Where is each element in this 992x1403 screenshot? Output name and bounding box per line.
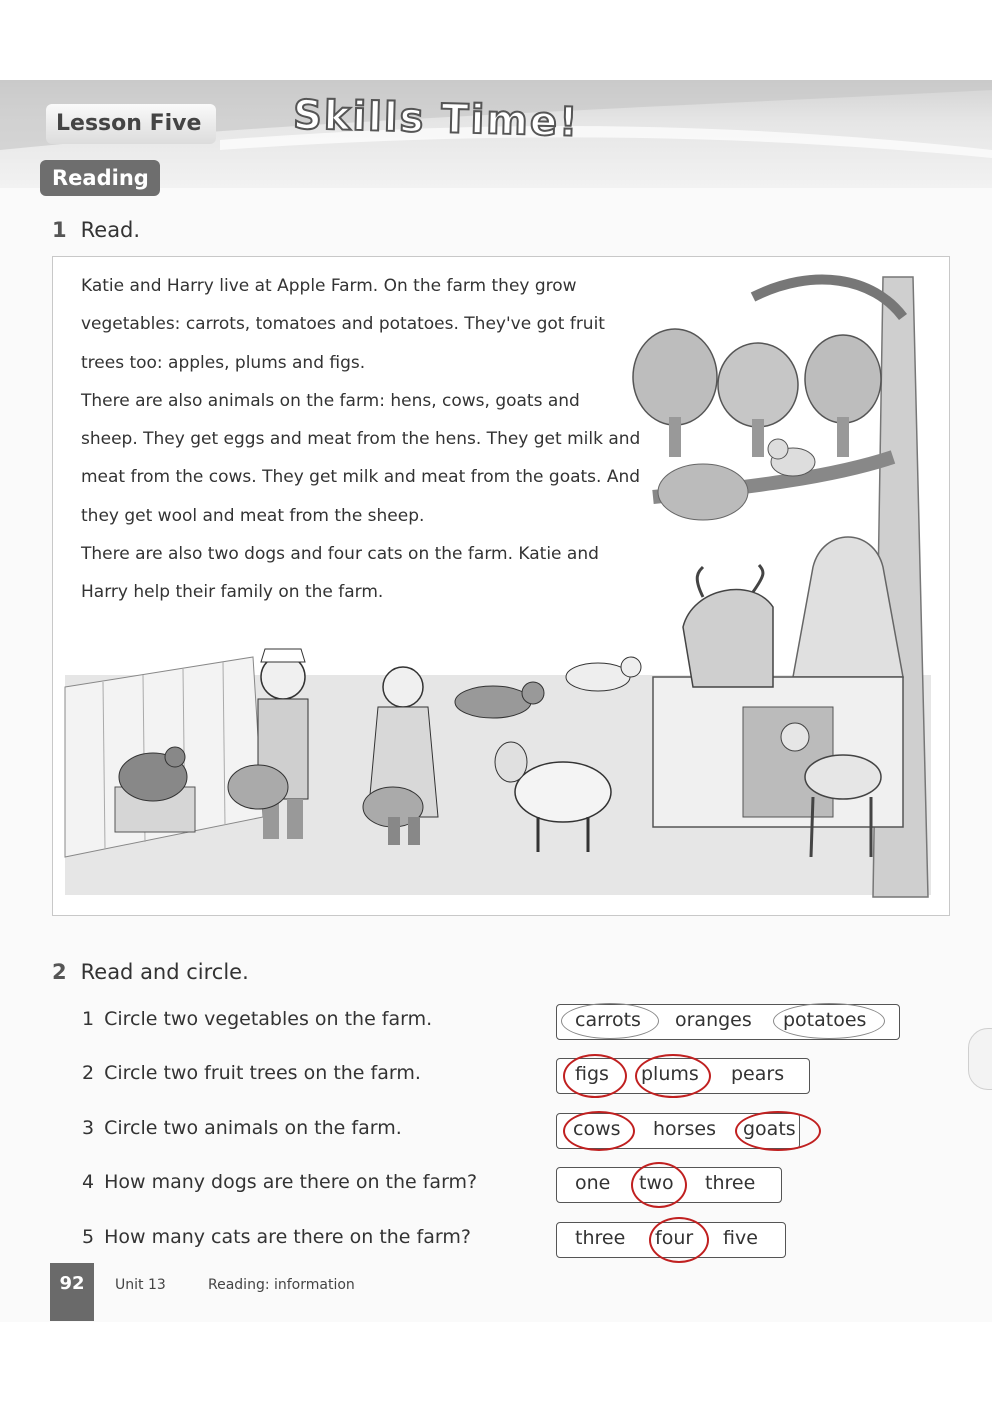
answer-options <box>556 1113 800 1149</box>
footer-unit: Unit 13 <box>115 1277 166 1293</box>
cat-icon <box>768 439 815 476</box>
footer-topic: Reading: information <box>208 1277 355 1293</box>
reading-box <box>52 256 950 916</box>
answer-option[interactable]: one <box>575 1172 611 1194</box>
answer-options <box>556 1167 782 1203</box>
answer-circle <box>631 1162 687 1208</box>
reading-tab: Reading <box>40 160 160 196</box>
question-text: 4 How many dogs are there on the farm? <box>82 1171 478 1193</box>
question-row <box>82 1058 982 1098</box>
answer-option[interactable]: three <box>705 1172 756 1194</box>
page-number: 92 <box>50 1263 94 1321</box>
answer-option[interactable]: horses <box>653 1118 716 1140</box>
answer-options <box>556 1058 810 1094</box>
passage-paragraph: There are also animals on the farm: hens, cows, goats and sheep. They get eggs and meat from the hens. They get milk and meat from the cows. They get milk and meat from the goats. And they get wool and meat from the sheep. <box>81 390 641 526</box>
answer-option[interactable]: carrots <box>575 1009 641 1031</box>
page-edge-tab <box>968 1028 992 1090</box>
workbook-page <box>0 80 992 1322</box>
answer-option[interactable]: plums <box>641 1063 699 1085</box>
question-text: 5 How many cats are there on the farm? <box>82 1226 471 1248</box>
passage-paragraph: There are also two dogs and four cats on the farm. Katie and Harry help their family on the farm. <box>81 544 599 603</box>
passage-paragraph: Katie and Harry live at Apple Farm. On the farm they grow vegetables: carrots, tomatoes and potatoes. They've got fruit trees too: apples, plums and figs. <box>81 276 605 373</box>
lesson-label: Lesson Five <box>46 104 216 144</box>
exercise-2-instruction: Read and circle. <box>80 960 249 984</box>
answer-option[interactable]: goats <box>743 1118 796 1140</box>
answer-option[interactable]: four <box>655 1227 694 1249</box>
question-text: 3 Circle two animals on the farm. <box>82 1117 402 1139</box>
answer-circle <box>649 1217 709 1263</box>
answer-option[interactable]: figs <box>575 1063 609 1085</box>
answer-circle <box>735 1111 821 1151</box>
question-row <box>82 1167 982 1207</box>
exercise-1-number: 1 <box>52 218 67 242</box>
answer-option[interactable]: five <box>723 1227 758 1249</box>
exercise-2-heading <box>52 960 249 984</box>
answer-option[interactable]: cows <box>573 1118 621 1140</box>
exercise-1-heading <box>52 218 140 242</box>
reading-passage <box>81 267 641 612</box>
answer-option[interactable]: pears <box>731 1063 785 1085</box>
answer-option[interactable]: oranges <box>675 1009 752 1031</box>
exercise-1-instruction: Read. <box>80 218 141 242</box>
answer-options <box>556 1004 900 1040</box>
exercise-2-number: 2 <box>52 960 67 984</box>
answer-option[interactable]: three <box>575 1227 626 1249</box>
answer-options <box>556 1222 786 1258</box>
answer-option[interactable]: potatoes <box>783 1009 867 1031</box>
question-text: 2 Circle two fruit trees on the farm. <box>82 1062 421 1084</box>
answer-circle <box>635 1054 711 1098</box>
question-text: 1 Circle two vegetables on the farm. <box>82 1008 433 1030</box>
cow-icon <box>683 565 773 687</box>
pear-tree-icon <box>718 343 798 457</box>
plum-tree-icon <box>805 335 881 457</box>
answer-circle <box>563 1111 635 1151</box>
question-row <box>82 1004 982 1044</box>
answer-option[interactable]: two <box>639 1172 674 1194</box>
apple-tree-icon <box>633 329 717 457</box>
question-row <box>82 1113 982 1153</box>
skills-time-title: Skills Time! <box>292 92 580 146</box>
answer-circle <box>773 1003 885 1039</box>
question-row <box>82 1222 982 1262</box>
answer-circle <box>561 1003 659 1039</box>
answer-circle <box>563 1054 627 1098</box>
